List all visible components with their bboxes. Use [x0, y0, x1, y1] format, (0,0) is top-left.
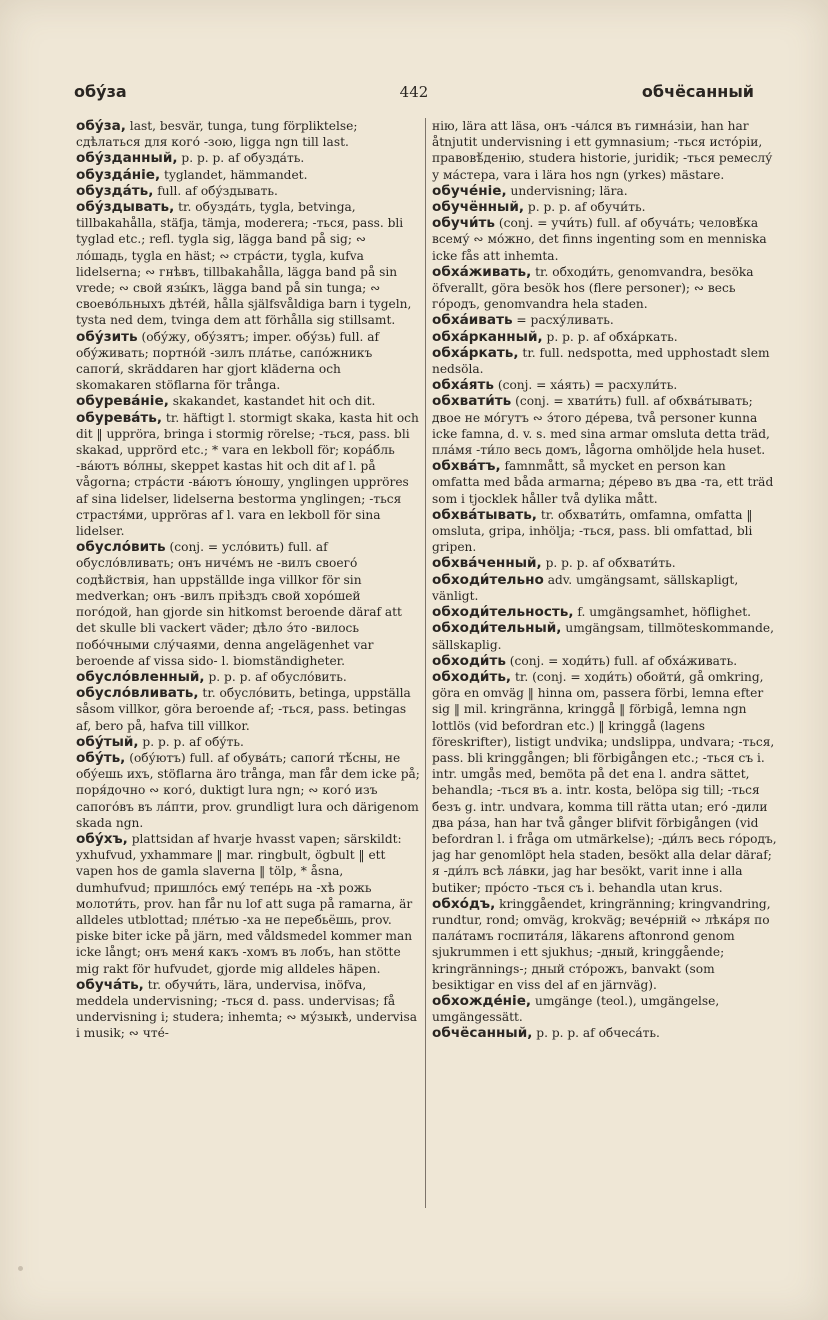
entry-headword: обхо́дъ,: [432, 895, 496, 912]
entry-definition: undervisning; lära.: [506, 183, 628, 198]
entry-headword: обуча́ть,: [76, 976, 144, 993]
left-running-head: обу́за: [74, 82, 127, 101]
entry-headword: обха́ркать,: [432, 344, 519, 361]
dictionary-entry: [432, 345, 777, 377]
entry-definition: p. p. p. af обусло́вить.: [204, 669, 347, 684]
entry-definition: (обу́ютъ) full. af обува́ть; сапоги́ тѣ́сны, не обу́ешь ихъ, stöflarna äro trånga, man får dem icke på; поря́дочно ∾ кого́, duktigt lura ngn; ∾ кого́ изъ сапого́въ въ ла́пти, prov. grundligt lura och därigenom skada ngn.: [76, 750, 420, 830]
dictionary-entry: [76, 750, 420, 831]
dictionary-entry: [76, 831, 420, 977]
entry-definition: tr. обхвати́ть, omfamna, omfatta ‖ omsluta, gripa, inhölja; -ться, pass. bli omfattad, bli gripen.: [432, 507, 753, 555]
entry-definition: (conj. = учи́ть) full. af обуча́ть; человѣ́ка всему́ ∾ мо́жно, det finns ingenting som en menniska icke fås att inhemta.: [432, 216, 767, 263]
entry-definition: umgängsam, tillmöteskommande, sällskaplig.: [432, 621, 774, 652]
entry-headword: обхва́тывать,: [432, 506, 537, 523]
dictionary-entry: [432, 215, 777, 264]
entry-definition: tr. обходи́ть, genomvandra, besöka öfverallt, göra besök hos (flere personer); ∾ весь го́родъ, genomvandra hela staden.: [432, 264, 754, 312]
entry-definition: = расху́ливать.: [512, 313, 614, 328]
dictionary-entry: [432, 118, 777, 183]
entry-headword: обу́зить: [76, 328, 138, 345]
entry-headword: обучённый,: [432, 199, 525, 216]
entry-definition: famnmått, så mycket en person kan omfatta med båda armarna; де́рево въ два -та, ett träd som i tjocklek håller två dylika mått.: [432, 459, 774, 506]
dictionary-entry: [432, 199, 777, 215]
entry-definition: (conj. = ходи́ть) full. af обха́живать.: [505, 653, 738, 668]
entry-definition: (обу́жу, обу́зятъ; imper. обу́зь) full. af обу́живать; портно́й -зилъ пла́тье, сапо́жникъ сапоги́, skräddaren har gjort kläderna och skomakaren stöflarna för trånga.: [76, 329, 379, 393]
dictionary-entry: [432, 264, 777, 313]
entry-definition: p. p. p. af обха́ркать.: [542, 329, 678, 344]
entry-definition: full. af обу́здывать.: [153, 183, 278, 198]
entry-headword: обхва́ченный,: [432, 555, 542, 572]
page-number: 442: [399, 83, 429, 101]
dictionary-entry: [432, 620, 777, 652]
entry-headword: обха́живать,: [432, 263, 532, 280]
dictionary-entry: [76, 410, 420, 540]
entry-headword: обха́ять: [432, 377, 494, 394]
dictionary-entry: [432, 329, 777, 345]
page-header: [74, 82, 754, 106]
dictionary-entry: [76, 199, 420, 329]
entry-definition: p. p. p. af обучи́ть.: [524, 200, 646, 215]
entry-definition: tr. обузда́ть, tygla, betvinga, tillbakahålla, stäfja, tämja, moderera; -ться, pass. bli tyglad etc.; refl. tygla sig, lägga band på sig; ∾ ло́шадь, tygla en häst; ∾ стра́сти, tygla, kufva lidelserna; ∾ гнѣвъ, tillbakahålla, lägga band på sin vrede; ∾ свой язы́къ, lägga band på sin tunga; ∾ своево́льныхъ дѣте́й, hålla själfsvåldiga barn i tygeln, tysta ned dem, tvinga dem att förhålla sig stillsamt.: [76, 200, 412, 328]
entry-definition: tr. (conj. = ходи́ть) обойти́, gå omkring, göra en omväg ‖ hinna om, passera förbi, lemna efter sig ‖ mil. kringränna, kringgå ‖ förbigå, lemna ngn lottlös (vid befordran etc.) ‖ kringgå (lagens föreskrifter), listigt undvika; undslippa, undvara; -ться, pass. bli kringgången; bli förbigången etc.; -ться съ i. intr. umgås med, bemöta på det ena l. andra sättet, behandla; -ться въ a. intr. kosta, belöpa sig till; -ться безъ g. intr. undvara, komma till rätta utan; его́ -дили два ра́за, han har två gånger blifvit förbigången (vid befordran l. i fråga om utmärkelse); -ди́лъ весь го́родъ, jag har genomlöpt hela staden, besökt alla delar däraf; я -ди́лъ всѣ ла́вки, jag har besökt, varit inne i alla butiker; про́сто -ться съ i. behandla utan krus.: [432, 669, 777, 895]
dictionary-entry: [76, 183, 420, 199]
dictionary-entry: [432, 653, 777, 669]
entry-definition: skakandet, kastandet hit och dit.: [168, 394, 376, 409]
entry-headword: обуче́ніе,: [432, 182, 507, 199]
entry-definition: last, besvär, tunga, tung förpliktelse; сдѣлаться для кого́ -зою, ligga ngn till last.: [76, 119, 358, 150]
dictionary-entry: [432, 669, 777, 896]
dictionary-entry: [432, 312, 777, 328]
dictionary-entry: [432, 393, 777, 458]
entry-headword: обходи́ть: [432, 652, 506, 669]
entry-headword: обу́тый,: [76, 733, 139, 750]
entry-headword: обходи́ть,: [432, 668, 512, 685]
entry-definition: (conj. = ха́ять) = расхули́ть.: [493, 378, 678, 393]
entry-headword: обузда́ть,: [76, 182, 154, 199]
entry-headword: обурева́ніе,: [76, 393, 169, 410]
entry-headword: обхва́тъ,: [432, 458, 501, 475]
entry-headword: обурева́ть,: [76, 409, 163, 426]
dictionary-entry: [432, 1025, 777, 1041]
dictionary-entry: [432, 458, 777, 507]
entry-definition: tyglandet, hämmandet.: [160, 167, 308, 182]
entry-definition: (conj. = хвати́ть) full. af обхва́тывать; двое не мо́гутъ ∾ э́того де́рева, två personer kunna icke famna, d. v. s. med sina armar omsluta detta träd, пла́мя -ти́ло весь домъ, lågorna omhöljde hela huset.: [432, 394, 770, 458]
entry-definition: tr. full. nedspotta, med upphostadt slem nedsöla.: [432, 345, 770, 377]
dictionary-entry: [76, 167, 420, 183]
dictionary-entry: [76, 734, 420, 750]
column-divider: [425, 118, 426, 1208]
entry-headword: обузда́ніе,: [76, 166, 161, 183]
entry-definition: p. p. p. af обузда́ть.: [177, 151, 305, 166]
entry-headword: обхожде́ніе,: [432, 992, 532, 1009]
dictionary-entry: [76, 150, 420, 166]
entry-definition: f. umgängsamhet, höflighet.: [573, 605, 751, 620]
entry-headword: обу́зданный,: [76, 150, 178, 167]
paper-spot: [18, 1266, 23, 1271]
dictionary-entry: [76, 685, 420, 734]
dictionary-entry: [76, 393, 420, 409]
entry-headword: обу́здывать,: [76, 199, 175, 216]
dictionary-entry: [432, 572, 777, 604]
right-column: [432, 118, 777, 1238]
entry-definition: tr. häftigt l. stormigt skaka, kasta hit och dit ‖ uppröra, bringa i stormig rörelse; -ться, pass. bli skakad, upprörd etc.; * vara en lekboll för; кора́бль -ва́ютъ во́лны, skeppet kastas hit och dit af l. på vågorna; стра́сти -ва́ютъ ю́ношу, ynglingen uppröres af sina lidelser, lidelserna bestorma ynglingen; -ться страстя́ми, uppröras af l. vara en lekboll för sina lidelser.: [76, 410, 419, 539]
entry-headword: обусло́вленный,: [76, 668, 205, 685]
entry-definition: (conj. = усло́вить) full. af обусло́вливать; онъ ниче́мъ не -вилъ своего́ содѣйствія, han uppställde inga villkor för sin medverkan; онъ -вилъ пріѣздъ свой хоро́шей пого́дой, han gjorde sin hitkomst beroende däraf att det skulle bli vackert väder; дѣло э́то -вилось побо́чными слу́чаями, denna angelägenhet var beroende af vissa sido- l. biomständigheter.: [76, 540, 402, 668]
dictionary-entry: [76, 118, 420, 150]
entry-definition: p. p. p. af обу́ть.: [138, 734, 244, 749]
dictionary-entry: [432, 183, 777, 199]
entry-definition: adv. umgängsamt, sällskapligt, vänligt.: [432, 572, 739, 603]
dictionary-entry: [432, 993, 777, 1025]
entry-definition: p. p. p. af обчеса́ть.: [532, 1026, 660, 1041]
entry-headword: обходи́тельный,: [432, 620, 562, 637]
entry-definition: нію, lära att läsa, онъ -ча́лся въ гимна́зіи, han har åtnjutit undervisning i ett gymnasium; -ться исто́ріи, правовѣ́денію, studera historie, juridik; -ться ремеслу́ у ма́стера, vara i lära hos ngn (yrkes) mästare.: [432, 119, 773, 182]
entry-headword: обходи́тельность,: [432, 604, 574, 621]
entry-headword: обу́хъ,: [76, 830, 128, 847]
entry-definition: umgänge (teol.), umgängelse, umgängessätt.: [432, 993, 720, 1025]
entry-headword: обхвати́ть: [432, 393, 512, 410]
entry-definition: tr. обусло́вить, betinga, uppställa såsom villkor, göra beroende af; -ться, pass. betingas af, bero på, hafva till villkor.: [76, 686, 411, 733]
entry-definition: plattsidan af hvarje hvasst vapen; särskildt: yxhufvud, yxhammare ‖ mar. ringbult, ögbult ‖ ett vapen hos de gamla slaverna ‖ tölp, * åsna, dumhufvud; пришло́сь ему́ тепе́рь на -хѣ рожь молоти́ть, prov. han får nu lof att suga på ramarna, är alldeles utblottad; пле́тью -ха не перебьёшь, prov. piske biter icke på järn, med våldsmedel kommer man icke långt; онъ меня́ какъ -хомъ въ лобъ, han stötte mig rakt för hufvudet, gjorde mig alldeles häpen.: [76, 831, 413, 976]
entry-headword: обходи́тельно: [432, 571, 544, 588]
entry-headword: обу́ть,: [76, 749, 126, 766]
entry-headword: обчёсанный,: [432, 1025, 533, 1042]
entry-definition: kringgåendet, kringränning; kringvandring, rundtur, rond; omväg, krokväg; вече́рній ∾ лѣка́ря по пала́тамъ госпита́ля, läkarens aftonrond genom sjukrummen i ett sjukhus; -дный, kringgående; kringrännings-; дный сто́рожъ, banvakt (som besiktigar en viss del af en järnväg).: [432, 896, 771, 992]
entry-headword: обусло́вливать,: [76, 685, 199, 702]
dictionary-entry: [432, 896, 777, 993]
dictionary-entry: [76, 539, 420, 669]
dictionary-entry: [76, 669, 420, 685]
left-column: [76, 118, 420, 1238]
dictionary-entry: [432, 555, 777, 571]
dictionary-entry: [432, 604, 777, 620]
right-running-head: обчёсанный: [641, 82, 754, 101]
entry-headword: обу́за,: [76, 118, 126, 134]
entry-definition: p. p. p. af обхвати́ть.: [541, 556, 676, 571]
dictionary-entry: [76, 329, 420, 394]
dictionary-entry: [76, 977, 420, 1042]
entry-definition: tr. обучи́ть, lära, undervisa, inöfva, meddela undervisning; -ться d. pass. undervisas; få undervisning i; studera; inhemta; ∾ му́зыкѣ, undervisa i musik; ∾ чте́-: [76, 977, 417, 1041]
entry-headword: обучи́ть: [432, 215, 496, 232]
entry-headword: обха́рканный,: [432, 328, 543, 345]
entry-headword: обха́ивать: [432, 312, 513, 329]
entry-headword: обусло́вить: [76, 539, 166, 556]
dictionary-entry: [432, 377, 777, 393]
dictionary-entry: [432, 507, 777, 556]
